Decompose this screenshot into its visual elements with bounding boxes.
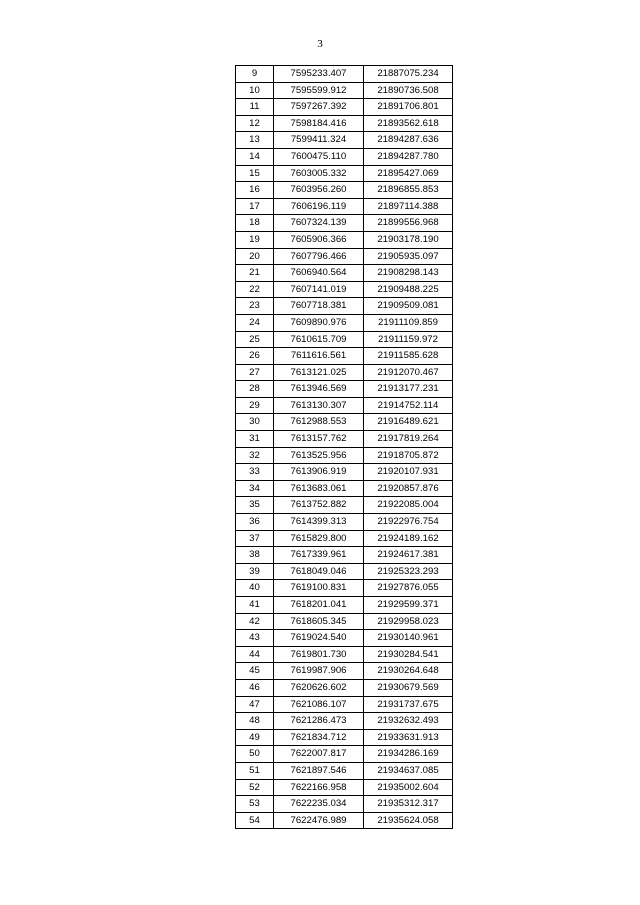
x-coordinate-cell: 7613130.307	[274, 397, 364, 414]
y-coordinate-cell: 21912070.467	[364, 364, 453, 381]
point-number-cell: 32	[236, 447, 274, 464]
y-coordinate-cell: 21916489.621	[364, 414, 453, 431]
table-row	[236, 613, 453, 630]
table-row	[236, 215, 453, 232]
y-coordinate-cell: 21930140.961	[364, 630, 453, 647]
y-coordinate-cell: 21909488.225	[364, 281, 453, 298]
point-number-cell: 36	[236, 514, 274, 531]
x-coordinate-cell: 7603956.260	[274, 182, 364, 199]
point-number-cell: 18	[236, 215, 274, 232]
point-number-cell: 23	[236, 298, 274, 315]
x-coordinate-cell: 7613752.882	[274, 497, 364, 514]
table-row	[236, 231, 453, 248]
table-row	[236, 514, 453, 531]
table-row	[236, 331, 453, 348]
table-row	[236, 696, 453, 713]
table-row	[236, 447, 453, 464]
y-coordinate-cell: 21930679.569	[364, 679, 453, 696]
x-coordinate-cell: 7599411.324	[274, 132, 364, 149]
y-coordinate-cell: 21914752.114	[364, 397, 453, 414]
y-coordinate-cell: 21930284.541	[364, 646, 453, 663]
y-coordinate-cell: 21903178.190	[364, 231, 453, 248]
table-row	[236, 99, 453, 116]
table-row	[236, 115, 453, 132]
y-coordinate-cell: 21932632.493	[364, 713, 453, 730]
point-number-cell: 26	[236, 348, 274, 365]
table-row	[236, 265, 453, 282]
point-number-cell: 13	[236, 132, 274, 149]
point-number-cell: 30	[236, 414, 274, 431]
y-coordinate-cell: 21894287.780	[364, 148, 453, 165]
x-coordinate-cell: 7619987.906	[274, 663, 364, 680]
x-coordinate-cell: 7621286.473	[274, 713, 364, 730]
x-coordinate-cell: 7613683.061	[274, 480, 364, 497]
y-coordinate-cell: 21924617.381	[364, 547, 453, 564]
y-coordinate-cell: 21911159.972	[364, 331, 453, 348]
x-coordinate-cell: 7613946.569	[274, 381, 364, 398]
y-coordinate-cell: 21935624.058	[364, 812, 453, 829]
x-coordinate-cell: 7607324.139	[274, 215, 364, 232]
table-row	[236, 663, 453, 680]
y-coordinate-cell: 21931737.675	[364, 696, 453, 713]
x-coordinate-cell: 7619024.540	[274, 630, 364, 647]
point-number-cell: 12	[236, 115, 274, 132]
x-coordinate-cell: 7598184.416	[274, 115, 364, 132]
point-number-cell: 34	[236, 480, 274, 497]
table-row	[236, 746, 453, 763]
x-coordinate-cell: 7622007.817	[274, 746, 364, 763]
y-coordinate-cell: 21890736.508	[364, 82, 453, 99]
table-row	[236, 729, 453, 746]
x-coordinate-cell: 7618201.041	[274, 597, 364, 614]
table-row	[236, 597, 453, 614]
point-number-cell: 14	[236, 148, 274, 165]
x-coordinate-cell: 7619801.730	[274, 646, 364, 663]
x-coordinate-cell: 7607718.381	[274, 298, 364, 315]
point-number-cell: 35	[236, 497, 274, 514]
point-number-cell: 15	[236, 165, 274, 182]
point-number-cell: 53	[236, 796, 274, 813]
x-coordinate-cell: 7607796.466	[274, 248, 364, 265]
table-row	[236, 414, 453, 431]
y-coordinate-cell: 21913177.231	[364, 381, 453, 398]
table-row	[236, 397, 453, 414]
point-number-cell: 40	[236, 580, 274, 597]
point-number-cell: 52	[236, 779, 274, 796]
y-coordinate-cell: 21896855.853	[364, 182, 453, 199]
table-row	[236, 563, 453, 580]
point-number-cell: 24	[236, 314, 274, 331]
point-number-cell: 21	[236, 265, 274, 282]
table-row	[236, 66, 453, 83]
point-number-cell: 41	[236, 597, 274, 614]
point-number-cell: 10	[236, 82, 274, 99]
point-number-cell: 33	[236, 464, 274, 481]
table-row	[236, 713, 453, 730]
point-number-cell: 51	[236, 762, 274, 779]
point-number-cell: 54	[236, 812, 274, 829]
x-coordinate-cell: 7622235.034	[274, 796, 364, 813]
table-row	[236, 281, 453, 298]
y-coordinate-cell: 21922085.004	[364, 497, 453, 514]
x-coordinate-cell: 7610615.709	[274, 331, 364, 348]
table-row	[236, 348, 453, 365]
x-coordinate-cell: 7613121.025	[274, 364, 364, 381]
y-coordinate-cell: 21897114.388	[364, 198, 453, 215]
y-coordinate-cell: 21917819.264	[364, 431, 453, 448]
x-coordinate-cell: 7595233.407	[274, 66, 364, 83]
x-coordinate-cell: 7595599.912	[274, 82, 364, 99]
x-coordinate-cell: 7609890.976	[274, 314, 364, 331]
table-row	[236, 381, 453, 398]
point-number-cell: 9	[236, 66, 274, 83]
y-coordinate-cell: 21929599.371	[364, 597, 453, 614]
point-number-cell: 48	[236, 713, 274, 730]
x-coordinate-cell: 7613157.762	[274, 431, 364, 448]
y-coordinate-cell: 21887075.234	[364, 66, 453, 83]
table-row	[236, 547, 453, 564]
y-coordinate-cell: 21895427.069	[364, 165, 453, 182]
table-row	[236, 165, 453, 182]
table-row	[236, 497, 453, 514]
x-coordinate-cell: 7617339.961	[274, 547, 364, 564]
coordinates-table	[235, 65, 453, 829]
x-coordinate-cell: 7622476.989	[274, 812, 364, 829]
y-coordinate-cell: 21908298.143	[364, 265, 453, 282]
table-row	[236, 148, 453, 165]
table-row	[236, 464, 453, 481]
point-number-cell: 28	[236, 381, 274, 398]
point-number-cell: 16	[236, 182, 274, 199]
x-coordinate-cell: 7621086.107	[274, 696, 364, 713]
y-coordinate-cell: 21924189.162	[364, 530, 453, 547]
y-coordinate-cell: 21909509.081	[364, 298, 453, 315]
y-coordinate-cell: 21920857.876	[364, 480, 453, 497]
table-row	[236, 646, 453, 663]
table-row	[236, 431, 453, 448]
y-coordinate-cell: 21935002.604	[364, 779, 453, 796]
table-row	[236, 182, 453, 199]
y-coordinate-cell: 21918705.872	[364, 447, 453, 464]
point-number-cell: 38	[236, 547, 274, 564]
y-coordinate-cell: 21929958.023	[364, 613, 453, 630]
y-coordinate-cell: 21911109.859	[364, 314, 453, 331]
point-number-cell: 45	[236, 663, 274, 680]
y-coordinate-cell: 21893562.618	[364, 115, 453, 132]
y-coordinate-cell: 21891706.801	[364, 99, 453, 116]
point-number-cell: 20	[236, 248, 274, 265]
y-coordinate-cell: 21920107.931	[364, 464, 453, 481]
x-coordinate-cell: 7613906.919	[274, 464, 364, 481]
point-number-cell: 46	[236, 679, 274, 696]
x-coordinate-cell: 7603005.332	[274, 165, 364, 182]
x-coordinate-cell: 7605906.366	[274, 231, 364, 248]
point-number-cell: 17	[236, 198, 274, 215]
x-coordinate-cell: 7611616.561	[274, 348, 364, 365]
point-number-cell: 19	[236, 231, 274, 248]
y-coordinate-cell: 21922976.754	[364, 514, 453, 531]
y-coordinate-cell: 21930264.648	[364, 663, 453, 680]
table-row	[236, 679, 453, 696]
y-coordinate-cell: 21899556.968	[364, 215, 453, 232]
point-number-cell: 31	[236, 431, 274, 448]
table-row	[236, 364, 453, 381]
table-row	[236, 796, 453, 813]
y-coordinate-cell: 21927876.055	[364, 580, 453, 597]
x-coordinate-cell: 7615829.800	[274, 530, 364, 547]
x-coordinate-cell: 7614399.313	[274, 514, 364, 531]
table-row	[236, 580, 453, 597]
x-coordinate-cell: 7600475.110	[274, 148, 364, 165]
point-number-cell: 44	[236, 646, 274, 663]
x-coordinate-cell: 7613525.956	[274, 447, 364, 464]
x-coordinate-cell: 7618049.046	[274, 563, 364, 580]
point-number-cell: 25	[236, 331, 274, 348]
point-number-cell: 11	[236, 99, 274, 116]
table-row	[236, 762, 453, 779]
point-number-cell: 42	[236, 613, 274, 630]
table-row	[236, 314, 453, 331]
coordinates-table-body	[236, 66, 453, 829]
table-row	[236, 132, 453, 149]
table-row	[236, 480, 453, 497]
x-coordinate-cell: 7621834.712	[274, 729, 364, 746]
x-coordinate-cell: 7606940.564	[274, 265, 364, 282]
point-number-cell: 29	[236, 397, 274, 414]
y-coordinate-cell: 21933631.913	[364, 729, 453, 746]
point-number-cell: 47	[236, 696, 274, 713]
x-coordinate-cell: 7619100.831	[274, 580, 364, 597]
y-coordinate-cell: 21911585.628	[364, 348, 453, 365]
y-coordinate-cell: 21894287.636	[364, 132, 453, 149]
table-row	[236, 198, 453, 215]
table-row	[236, 298, 453, 315]
x-coordinate-cell: 7621897.546	[274, 762, 364, 779]
x-coordinate-cell: 7607141.019	[274, 281, 364, 298]
table-row	[236, 530, 453, 547]
point-number-cell: 22	[236, 281, 274, 298]
page-number: 3	[317, 38, 323, 50]
x-coordinate-cell: 7606196.119	[274, 198, 364, 215]
y-coordinate-cell: 21935312.317	[364, 796, 453, 813]
table-row	[236, 812, 453, 829]
table-row	[236, 248, 453, 265]
y-coordinate-cell: 21934286.169	[364, 746, 453, 763]
y-coordinate-cell: 21925323.293	[364, 563, 453, 580]
table-row	[236, 630, 453, 647]
x-coordinate-cell: 7618605.345	[274, 613, 364, 630]
point-number-cell: 49	[236, 729, 274, 746]
point-number-cell: 27	[236, 364, 274, 381]
x-coordinate-cell: 7597267.392	[274, 99, 364, 116]
y-coordinate-cell: 21905935.097	[364, 248, 453, 265]
table-row	[236, 82, 453, 99]
x-coordinate-cell: 7612988.553	[274, 414, 364, 431]
x-coordinate-cell: 7620626.602	[274, 679, 364, 696]
point-number-cell: 39	[236, 563, 274, 580]
x-coordinate-cell: 7622166.958	[274, 779, 364, 796]
y-coordinate-cell: 21934637.085	[364, 762, 453, 779]
point-number-cell: 37	[236, 530, 274, 547]
point-number-cell: 50	[236, 746, 274, 763]
table-row	[236, 779, 453, 796]
point-number-cell: 43	[236, 630, 274, 647]
